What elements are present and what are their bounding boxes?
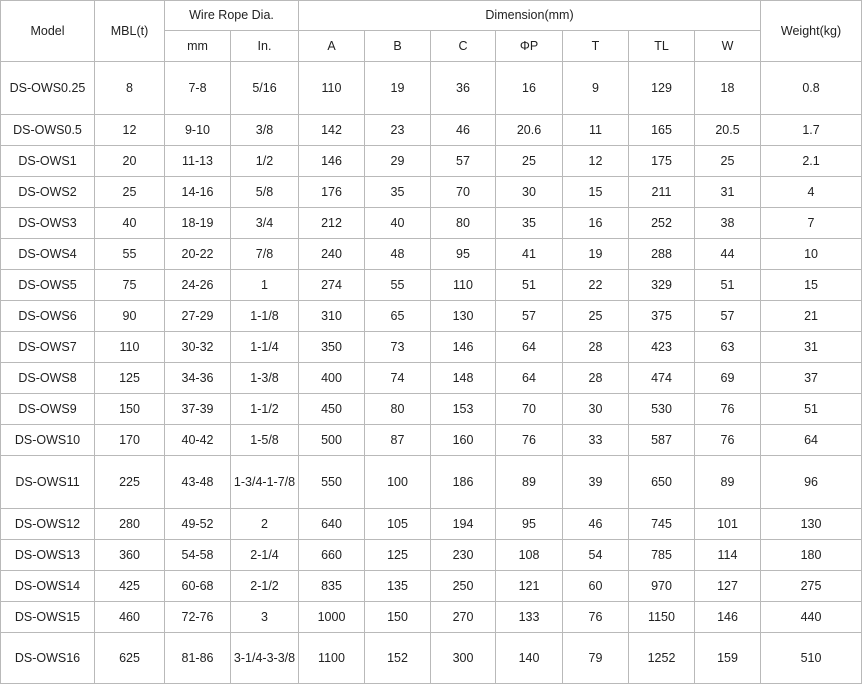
cell-tl: 1150 [629,602,695,633]
header-wire-rope-dia: Wire Rope Dia. [165,1,299,31]
cell-t: 76 [563,602,629,633]
header-tl: TL [629,31,695,62]
cell-in: 1-5/8 [231,425,299,456]
cell-mm: 27-29 [165,301,231,332]
cell-in: 5/16 [231,62,299,115]
cell-mbl: 225 [95,456,165,509]
cell-tl: 252 [629,208,695,239]
cell-weight: 15 [761,270,862,301]
cell-model: DS-OWS10 [1,425,95,456]
cell-p: 25 [496,146,563,177]
cell-a: 835 [299,571,365,602]
cell-c: 57 [431,146,496,177]
cell-model: DS-OWS12 [1,509,95,540]
header-b: B [365,31,431,62]
cell-model: DS-OWS7 [1,332,95,363]
cell-in: 3-1/4-3-3/8 [231,633,299,684]
cell-model: DS-OWS4 [1,239,95,270]
cell-b: 40 [365,208,431,239]
cell-mbl: 110 [95,332,165,363]
cell-mm: 81-86 [165,633,231,684]
cell-a: 310 [299,301,365,332]
header-a: A [299,31,365,62]
cell-b: 29 [365,146,431,177]
table-row [1,394,862,425]
cell-b: 35 [365,177,431,208]
cell-b: 80 [365,394,431,425]
cell-a: 176 [299,177,365,208]
cell-mbl: 8 [95,62,165,115]
cell-in: 7/8 [231,239,299,270]
cell-p: 41 [496,239,563,270]
cell-t: 60 [563,571,629,602]
header-p: ΦP [496,31,563,62]
cell-tl: 175 [629,146,695,177]
cell-model: DS-OWS5 [1,270,95,301]
table-row [1,177,862,208]
cell-w: 51 [695,270,761,301]
cell-tl: 165 [629,115,695,146]
cell-tl: 288 [629,239,695,270]
cell-t: 30 [563,394,629,425]
cell-w: 76 [695,394,761,425]
cell-w: 146 [695,602,761,633]
cell-a: 110 [299,62,365,115]
cell-in: 1-3/8 [231,363,299,394]
cell-a: 660 [299,540,365,571]
cell-tl: 474 [629,363,695,394]
table-row [1,571,862,602]
cell-p: 89 [496,456,563,509]
table-row [1,62,862,115]
cell-weight: 31 [761,332,862,363]
cell-mbl: 150 [95,394,165,425]
cell-mbl: 280 [95,509,165,540]
cell-w: 44 [695,239,761,270]
cell-w: 69 [695,363,761,394]
cell-b: 74 [365,363,431,394]
cell-b: 87 [365,425,431,456]
header-in: In. [231,31,299,62]
cell-w: 76 [695,425,761,456]
cell-p: 70 [496,394,563,425]
cell-mbl: 40 [95,208,165,239]
table-row [1,301,862,332]
cell-weight: 96 [761,456,862,509]
table-row [1,239,862,270]
cell-t: 28 [563,363,629,394]
cell-w: 31 [695,177,761,208]
cell-mm: 20-22 [165,239,231,270]
cell-a: 1000 [299,602,365,633]
cell-mm: 11-13 [165,146,231,177]
cell-tl: 587 [629,425,695,456]
cell-weight: 4 [761,177,862,208]
cell-c: 110 [431,270,496,301]
cell-c: 270 [431,602,496,633]
cell-p: 64 [496,332,563,363]
cell-t: 12 [563,146,629,177]
table-row [1,509,862,540]
cell-c: 46 [431,115,496,146]
cell-p: 95 [496,509,563,540]
cell-in: 1-3/4-1-7/8 [231,456,299,509]
cell-p: 133 [496,602,563,633]
cell-tl: 329 [629,270,695,301]
cell-a: 450 [299,394,365,425]
cell-p: 121 [496,571,563,602]
cell-mm: 54-58 [165,540,231,571]
cell-model: DS-OWS1 [1,146,95,177]
cell-w: 159 [695,633,761,684]
header-row-top [1,1,862,31]
cell-mbl: 625 [95,633,165,684]
cell-mbl: 20 [95,146,165,177]
table-row [1,425,862,456]
header-mbl: MBL(t) [95,1,165,62]
cell-tl: 129 [629,62,695,115]
cell-t: 22 [563,270,629,301]
cell-p: 16 [496,62,563,115]
cell-model: DS-OWS0.5 [1,115,95,146]
cell-weight: 130 [761,509,862,540]
cell-model: DS-OWS8 [1,363,95,394]
table-row [1,115,862,146]
cell-b: 150 [365,602,431,633]
cell-tl: 423 [629,332,695,363]
cell-model: DS-OWS0.25 [1,62,95,115]
cell-mbl: 25 [95,177,165,208]
header-c: C [431,31,496,62]
cell-in: 1-1/4 [231,332,299,363]
cell-weight: 7 [761,208,862,239]
cell-c: 230 [431,540,496,571]
cell-weight: 64 [761,425,862,456]
table-row [1,602,862,633]
cell-p: 140 [496,633,563,684]
cell-tl: 211 [629,177,695,208]
cell-in: 3/4 [231,208,299,239]
cell-mbl: 55 [95,239,165,270]
cell-model: DS-OWS16 [1,633,95,684]
cell-mm: 14-16 [165,177,231,208]
cell-a: 142 [299,115,365,146]
table-row [1,540,862,571]
header-mm: mm [165,31,231,62]
cell-b: 48 [365,239,431,270]
table-row [1,208,862,239]
cell-b: 100 [365,456,431,509]
cell-t: 9 [563,62,629,115]
header-model: Model [1,1,95,62]
cell-w: 25 [695,146,761,177]
cell-in: 3/8 [231,115,299,146]
cell-model: DS-OWS13 [1,540,95,571]
cell-in: 2 [231,509,299,540]
cell-tl: 530 [629,394,695,425]
cell-in: 1-1/8 [231,301,299,332]
cell-mbl: 425 [95,571,165,602]
cell-tl: 650 [629,456,695,509]
cell-t: 19 [563,239,629,270]
cell-mm: 9-10 [165,115,231,146]
cell-model: DS-OWS2 [1,177,95,208]
cell-in: 1/2 [231,146,299,177]
cell-model: DS-OWS6 [1,301,95,332]
cell-b: 152 [365,633,431,684]
header-dimension: Dimension(mm) [299,1,761,31]
cell-tl: 970 [629,571,695,602]
cell-b: 65 [365,301,431,332]
cell-in: 3 [231,602,299,633]
cell-b: 23 [365,115,431,146]
cell-tl: 785 [629,540,695,571]
cell-c: 146 [431,332,496,363]
cell-p: 64 [496,363,563,394]
table-row [1,363,862,394]
cell-mm: 30-32 [165,332,231,363]
cell-in: 1-1/2 [231,394,299,425]
cell-weight: 180 [761,540,862,571]
cell-model: DS-OWS14 [1,571,95,602]
cell-weight: 2.1 [761,146,862,177]
cell-b: 125 [365,540,431,571]
cell-t: 33 [563,425,629,456]
cell-weight: 510 [761,633,862,684]
cell-mm: 7-8 [165,62,231,115]
header-weight: Weight(kg) [761,1,862,62]
cell-w: 127 [695,571,761,602]
cell-b: 73 [365,332,431,363]
cell-p: 20.6 [496,115,563,146]
cell-p: 35 [496,208,563,239]
cell-weight: 275 [761,571,862,602]
cell-in: 2-1/2 [231,571,299,602]
cell-p: 108 [496,540,563,571]
cell-weight: 0.8 [761,62,862,115]
cell-c: 130 [431,301,496,332]
cell-mm: 43-48 [165,456,231,509]
cell-p: 76 [496,425,563,456]
cell-mm: 24-26 [165,270,231,301]
cell-tl: 375 [629,301,695,332]
cell-b: 135 [365,571,431,602]
header-t: T [563,31,629,62]
cell-w: 114 [695,540,761,571]
cell-mbl: 75 [95,270,165,301]
cell-mm: 37-39 [165,394,231,425]
cell-c: 95 [431,239,496,270]
cell-mbl: 90 [95,301,165,332]
cell-p: 51 [496,270,563,301]
cell-mbl: 170 [95,425,165,456]
cell-weight: 10 [761,239,862,270]
cell-t: 25 [563,301,629,332]
cell-mm: 18-19 [165,208,231,239]
cell-model: DS-OWS3 [1,208,95,239]
cell-a: 550 [299,456,365,509]
cell-in: 2-1/4 [231,540,299,571]
cell-b: 105 [365,509,431,540]
cell-c: 36 [431,62,496,115]
cell-w: 101 [695,509,761,540]
cell-p: 30 [496,177,563,208]
cell-c: 250 [431,571,496,602]
cell-mbl: 460 [95,602,165,633]
cell-mm: 34-36 [165,363,231,394]
cell-model: DS-OWS9 [1,394,95,425]
cell-model: DS-OWS11 [1,456,95,509]
cell-b: 19 [365,62,431,115]
cell-mm: 40-42 [165,425,231,456]
cell-c: 80 [431,208,496,239]
cell-model: DS-OWS15 [1,602,95,633]
cell-in: 5/8 [231,177,299,208]
cell-a: 350 [299,332,365,363]
table-row [1,332,862,363]
cell-a: 1100 [299,633,365,684]
table-row [1,633,862,684]
cell-tl: 745 [629,509,695,540]
cell-c: 194 [431,509,496,540]
cell-t: 54 [563,540,629,571]
cell-a: 146 [299,146,365,177]
table-row [1,456,862,509]
cell-t: 16 [563,208,629,239]
cell-c: 148 [431,363,496,394]
cell-a: 640 [299,509,365,540]
cell-w: 38 [695,208,761,239]
cell-mm: 60-68 [165,571,231,602]
cell-b: 55 [365,270,431,301]
cell-mbl: 360 [95,540,165,571]
cell-weight: 21 [761,301,862,332]
cell-t: 46 [563,509,629,540]
cell-mbl: 125 [95,363,165,394]
cell-t: 11 [563,115,629,146]
cell-w: 20.5 [695,115,761,146]
cell-t: 15 [563,177,629,208]
table-row [1,270,862,301]
cell-t: 28 [563,332,629,363]
cell-w: 63 [695,332,761,363]
cell-t: 39 [563,456,629,509]
cell-in: 1 [231,270,299,301]
cell-a: 240 [299,239,365,270]
table-row [1,146,862,177]
cell-c: 153 [431,394,496,425]
cell-c: 70 [431,177,496,208]
cell-mm: 49-52 [165,509,231,540]
header-w: W [695,31,761,62]
cell-p: 57 [496,301,563,332]
cell-a: 274 [299,270,365,301]
cell-weight: 37 [761,363,862,394]
cell-w: 57 [695,301,761,332]
cell-w: 18 [695,62,761,115]
cell-t: 79 [563,633,629,684]
cell-weight: 440 [761,602,862,633]
cell-c: 186 [431,456,496,509]
cell-c: 300 [431,633,496,684]
cell-weight: 51 [761,394,862,425]
cell-a: 400 [299,363,365,394]
cell-mbl: 12 [95,115,165,146]
cell-w: 89 [695,456,761,509]
cell-tl: 1252 [629,633,695,684]
cell-a: 500 [299,425,365,456]
cell-a: 212 [299,208,365,239]
cell-c: 160 [431,425,496,456]
cell-weight: 1.7 [761,115,862,146]
cell-mm: 72-76 [165,602,231,633]
